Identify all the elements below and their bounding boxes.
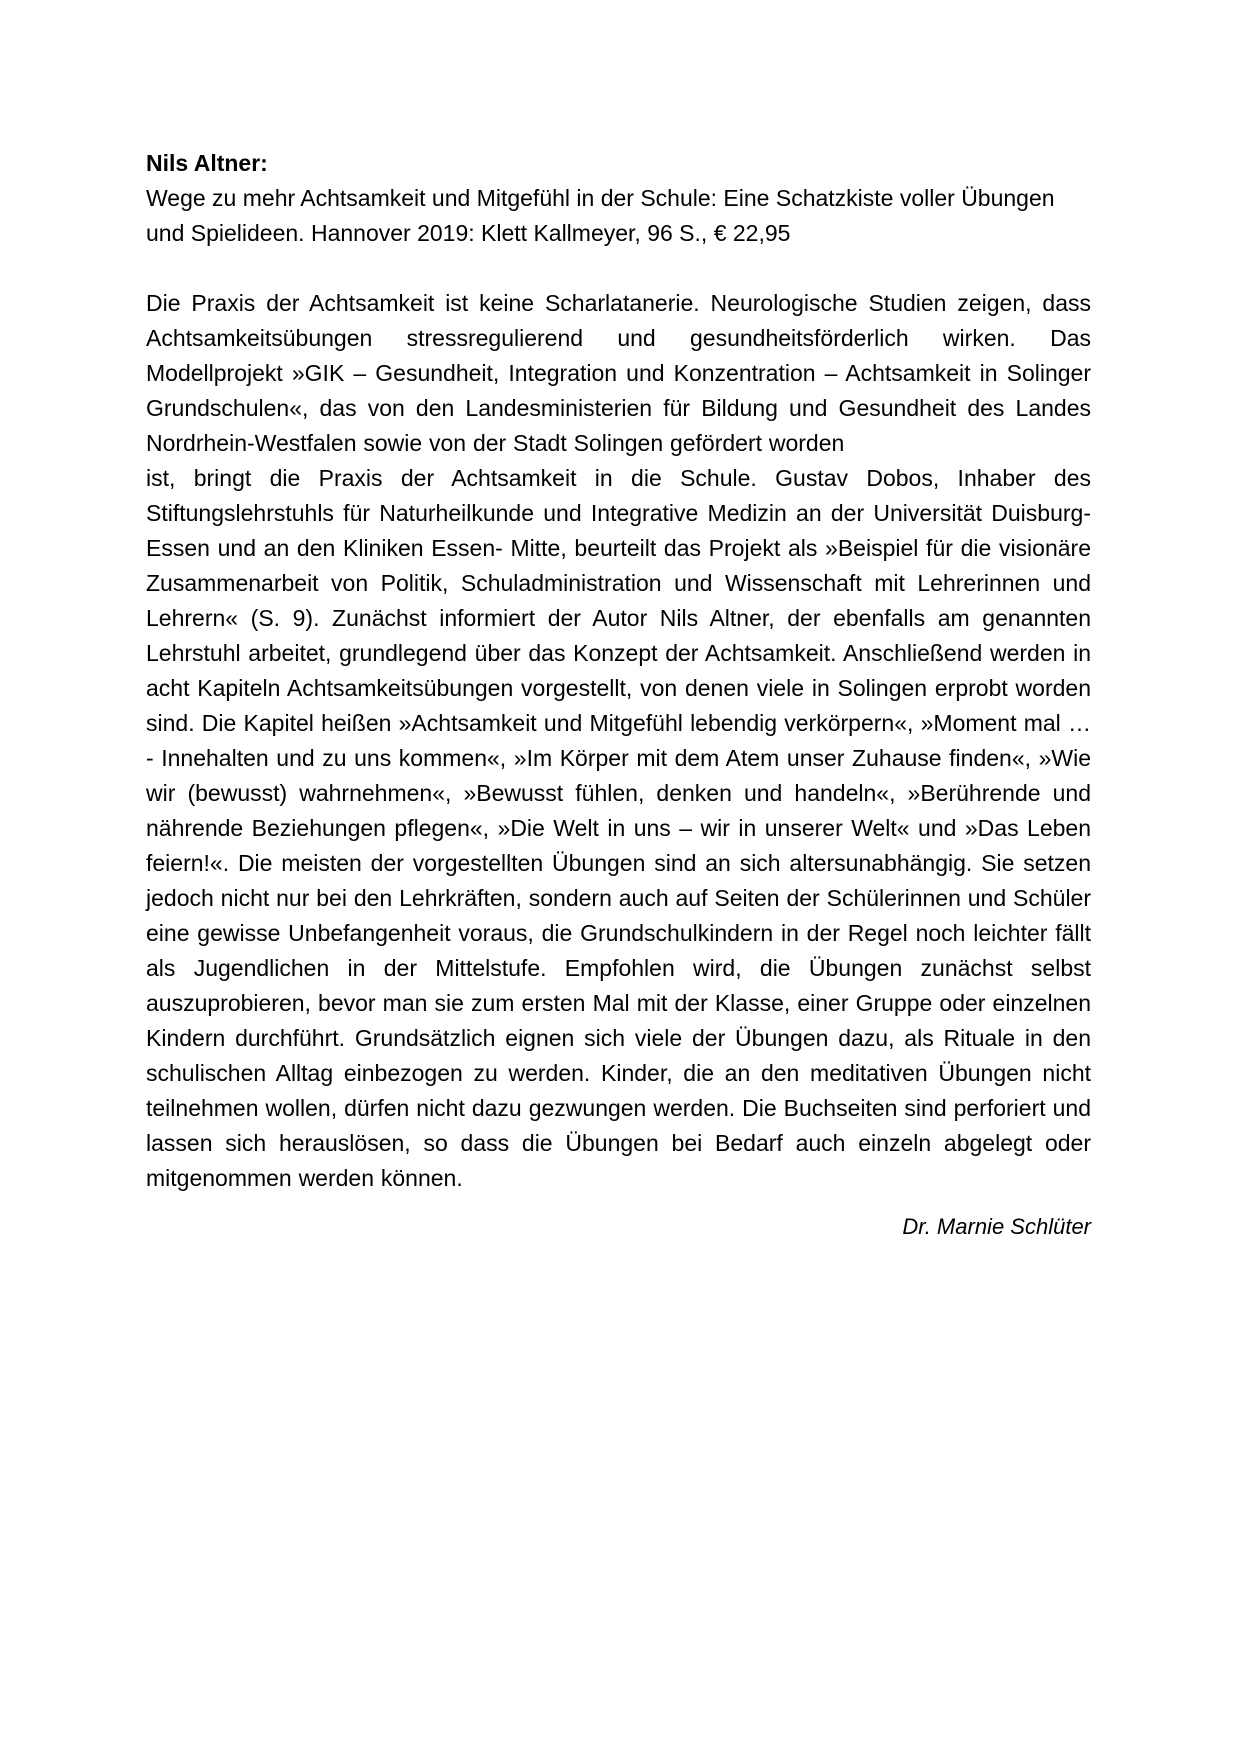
reviewer-signature: Dr. Marnie Schlüter [902, 1214, 1091, 1239]
review-paragraph-1: Die Praxis der Achtsamkeit ist keine Scharlatanerie. Neurologische Studien zeigen, dass Achtsamkeitsübungen stressregulierend und gesundheitsförderlich wirken. Das Modellprojekt »GIK – Gesundheit, Integration und Konzentration – Achtsamkeit in Solinger Grundschulen«, das von den Landesministerien für Bildung und Gesundheit des Landes Nordrhein-Westfalen sowie von der Stadt Solingen gefördert worden [146, 290, 1091, 456]
review-paragraph-2: ist, bringt die Praxis der Achtsamkeit in die Schule. Gustav Dobos, Inhaber des Stiftungslehrstuhls für Naturheilkunde und Integrative Medizin an der Universität Duisburg- Essen und an den Kliniken Essen- Mitte, beurteilt das Projekt als »Beispiel für die visionäre Zusammenarbeit von Politik, Schuladministration und Wissenschaft mit Lehrerinnen und Lehrern« (S. 9). Zunächst informiert der Autor Nils Altner, der ebenfalls am genannten Lehrstuhl arbeitet, grundlegend über das Konzept der Achtsamkeit. Anschließend werden in acht Kapiteln Achtsamkeitsübungen vorgestellt, von denen viele in Solingen erprobt worden sind. Die Kapitel heißen »Achtsamkeit und Mitgefühl lebendig verkörpern«, »Moment mal … - Innehalten und zu uns kommen«, »Im Körper mit dem Atem unser Zuhause finden«, »Wie wir (bewusst) wahrnehmen«, »Bewusst fühlen, denken und handeln«, »Berührende und nährende Beziehungen pflegen«, »Die Welt in uns – wir in unserer Welt« und »Das Leben feiern!«. Die meisten der vorgestellten Übungen sind an sich altersunabhängig. Sie setzen jedoch nicht nur bei den Lehrkräften, sondern auch auf Seiten der Schülerinnen und Schüler eine gewisse Unbefangenheit voraus, die Grundschulkindern in der Regel noch leichter fällt als Jugendlichen in der Mittelstufe. Empfohlen wird, die Übungen zunächst selbst auszuprobieren, bevor man sie zum ersten Mal mit der Klasse, einer Gruppe oder einzelnen Kindern durchführt. Grundsätzlich eignen sich viele der Übungen dazu, als Rituale in den schulischen Alltag einbezogen zu werden. Kinder, die an den meditativen Übungen nicht teilnehmen wollen, dürfen nicht dazu gezwungen werden. Die Buchseiten sind perforiert und lassen sich herauslösen, so dass die Übungen bei Bedarf auch einzeln abgelegt oder mitgenommen werden können. [146, 465, 1091, 1191]
book-title-line: Wege zu mehr Achtsamkeit und Mitgefühl in der Schule: Eine Schatzkiste voller Übungen und Spielideen. Hannover 2019: Klett Kallmeyer, 96 S., € 22,95 [146, 185, 1055, 246]
author-heading: Nils Altner: [146, 150, 268, 176]
text-column [146, 146, 1091, 1244]
